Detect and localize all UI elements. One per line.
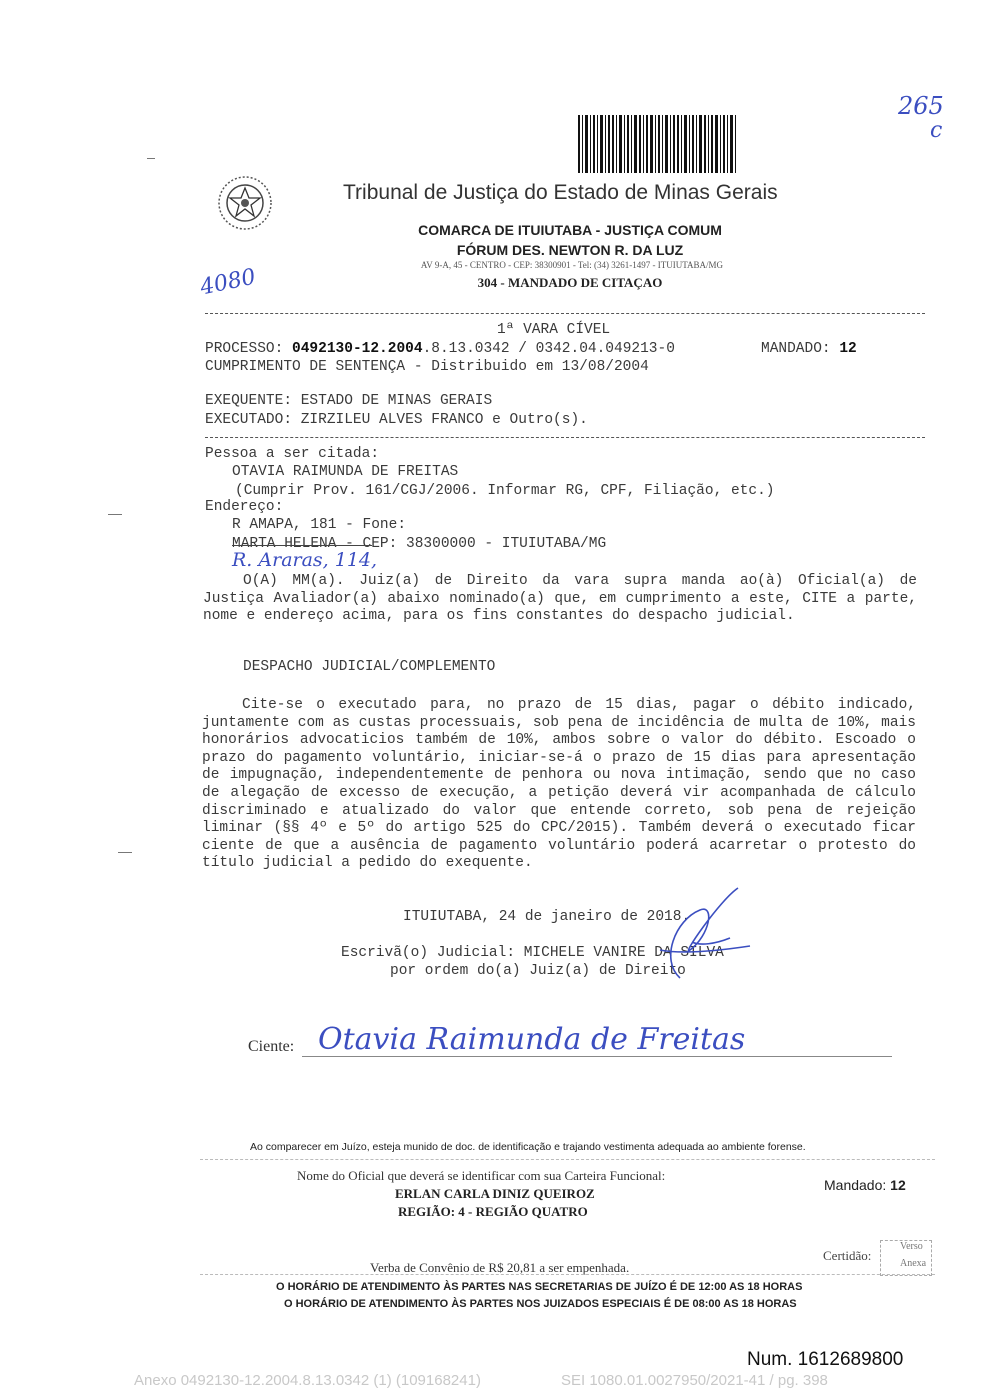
mandado-box-number: 12 <box>890 1177 906 1193</box>
cumprimento: CUMPRIMENTO DE SENTENÇA - Distribuido em 13/08/2004 <box>205 359 649 375</box>
coat-of-arms-icon <box>216 174 274 232</box>
horario-2: O HORÁRIO DE ATENDIMENTO ÀS PARTES NOS JUIZADOS ESPECIAIS É DE 08:00 AS 18 HORAS <box>284 1298 797 1307</box>
ciente-label: Ciente: <box>248 1038 295 1055</box>
handwritten-code: 4080 <box>198 264 258 301</box>
comarca-title: COMARCA DE ITUIUTABA - JUSTIÇA COMUM <box>418 222 722 238</box>
verso-label: Verso <box>900 1241 923 1252</box>
despacho-title: DESPACHO JUDICIAL/COMPLEMENTO <box>243 659 496 675</box>
oficial-name: ERLAN CARLA DINIZ QUEIROZ <box>395 1186 595 1201</box>
margin-mark <box>147 158 155 159</box>
footer-notice: Ao comparecer em Juízo, esteja munido de doc. de identificação e trajando vestimenta adequada ao ambiente forense. <box>250 1141 806 1153</box>
horario-2-clip <box>270 1297 870 1307</box>
endereco-line2: MARTA HELENA - CEP: 38300000 - ITUIUTABA/MG <box>232 536 607 552</box>
intro-paragraph: O(A) MM(a). Juiz(a) de Direito da vara supra manda ao(à) Oficial(a) de Justiça Avaliador(a) abaixo nominado(a) que, em cumprimento a este, CITE a parte, nome e endereço acima, para os fins constantes do despacho judicial. <box>203 573 917 625</box>
footer-box-top <box>200 1159 935 1160</box>
verba: Verba de Convênio de R$ 20,81 a ser empenhada. <box>370 1260 630 1275</box>
horario-1: O HORÁRIO DE ATENDIMENTO ÀS PARTES NAS SECRETARIAS DE JUÍZO É DE 12:00 AS 18 HORAS <box>276 1281 803 1293</box>
executado: EXECUTADO: ZIRZILEU ALVES FRANCO e Outro(s). <box>205 412 588 428</box>
strike-line <box>232 545 372 546</box>
date-line: ITUIUTABA, 24 de janeiro de 2018. <box>403 909 691 925</box>
endereco-line1: R AMAPA, 181 - Fone: <box>232 517 407 533</box>
court-name: Tribunal de Justiça do Estado de Minas Gerais <box>343 181 778 204</box>
exequente: EXEQUENTE: ESTADO DE MINAS GERAIS <box>205 393 493 409</box>
pessoa-note: (Cumprir Prov. 161/CGJ/2006. Informar RG, CPF, Filiação, etc.) <box>235 483 775 499</box>
handwritten-page-suffix: c <box>930 118 943 143</box>
endereco-label: Endereço: <box>205 499 284 515</box>
despacho-text: Cite-se o executado para, no prazo de 15 dias, pagar o débito indicado, juntamente com as custas processuais, sob pena de incidência de multa de 10%, mais honorários advocaticios também de 10%, ambos sobre o valor do débito. Escoado o prazo do pagamento voluntário, iniciar-se-á o prazo de 15 dias para apresentação de impugnação, independentemente de penhora ou nova intimação, sendo que no caso de alegação de excesso de execução, a petição deverá vir acompanhada de cálculo discriminado e atualizado do valor que entende correto, sob pena de rejeição liminar (§§ 4º e 5º do artigo 525 do CPC/2015). Também deverá o executado ficar ciente de que a ausência de pagamento voluntário poderá acarretar o protesto do título judicial a pedido do exequente. <box>202 697 916 872</box>
document-type: 304 - MANDADO DE CITAÇAO <box>477 275 663 290</box>
processo-label: PROCESSO: <box>205 341 284 357</box>
sei-footer: SEI 1080.01.0027950/2021-41 / pg. 398 <box>561 1372 828 1389</box>
ordem-line: por ordem do(a) Juiz(a) de Direito <box>390 963 686 979</box>
certidao-label: Certidão: <box>823 1248 872 1263</box>
vara: 1ª VARA CÍVEL <box>497 322 611 338</box>
court-address: AV 9-A, 45 - CENTRO - CEP: 38300901 - Tel: (34) 3261-1497 - ITUIUTABA/MG <box>420 260 724 270</box>
footer-box-bottom <box>200 1274 935 1275</box>
oficial-label: Nome do Oficial que deverá se identificar com sua Carteira Funcional: <box>297 1168 666 1183</box>
mandado-line <box>761 341 857 357</box>
handwritten-page-number: 265 <box>898 92 944 120</box>
escriva-line: Escrivã(o) Judicial: MICHELE VANIRE DA SILVA <box>341 945 724 961</box>
barcode <box>578 115 736 173</box>
ciente-signature: Otavia Raimunda de Freitas <box>318 1022 746 1057</box>
handwritten-address: R. Araras, 114, <box>232 549 378 571</box>
mandado-number: 12 <box>839 341 857 357</box>
mandado-label: MANDADO: <box>761 341 831 357</box>
mandado-box <box>824 1177 906 1193</box>
processo-line <box>205 341 675 357</box>
margin-mark <box>108 514 122 515</box>
num-stamp: Num. 1612689800 <box>747 1349 904 1370</box>
anexa-label: Anexa <box>900 1258 927 1269</box>
forum-title: FÓRUM DES. NEWTON R. DA LUZ <box>456 242 684 258</box>
anexo-footer: Anexo 0492130-12.2004.8.13.0342 (1) (109168241) <box>134 1372 481 1389</box>
divider-middle <box>205 437 925 438</box>
processo-number-rest: .8.13.0342 / 0342.04.049213-0 <box>422 341 675 357</box>
mandado-box-label: Mandado: <box>824 1177 887 1193</box>
divider-top <box>205 313 925 314</box>
processo-number: 0492130-12.2004 <box>292 341 423 357</box>
margin-mark <box>118 852 132 853</box>
pessoa-label: Pessoa a ser citada: <box>205 446 380 462</box>
regiao: REGIÃO: 4 - REGIÃO QUATRO <box>398 1204 588 1219</box>
judge-signature <box>620 880 760 990</box>
pessoa-nome: OTAVIA RAIMUNDA DE FREITAS <box>232 464 459 480</box>
